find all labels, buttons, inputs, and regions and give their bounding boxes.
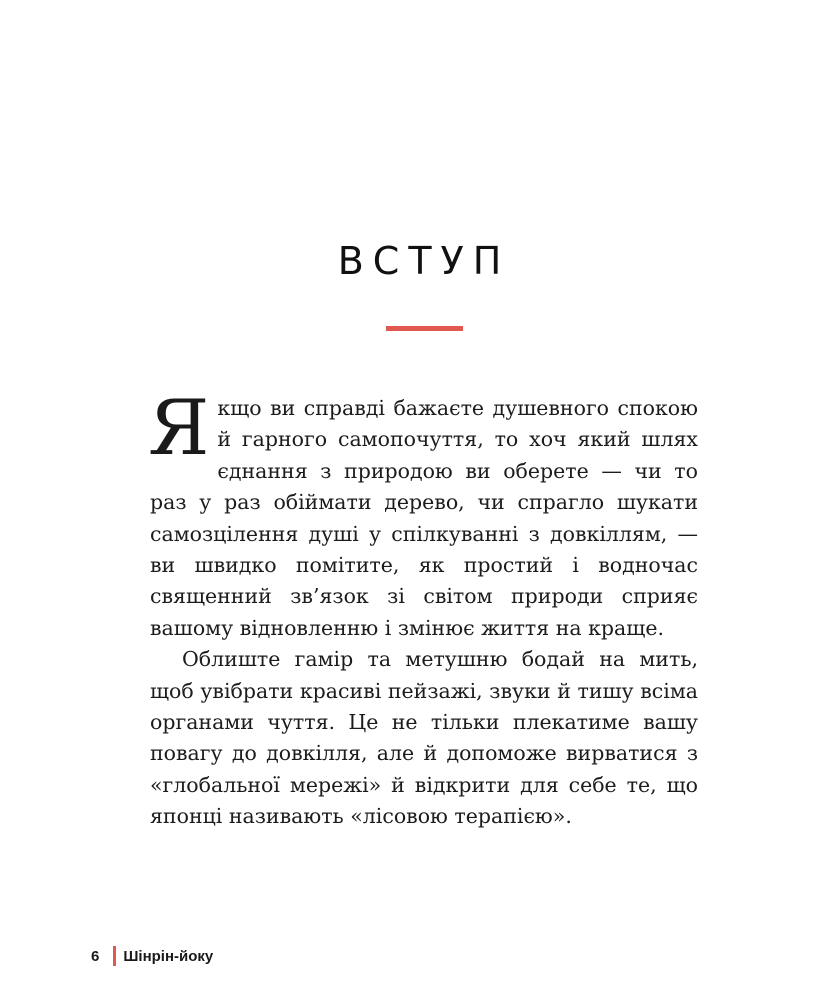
paragraph-2: Облиште гамір та метушню бодай на мить, щоб увібрати красиві пейзажі, звуки й тишу всіма органами чуття. Це не тільки плекатиме вашу повагу до довкілля, але й допоможе вирватися з «глобальної мережі» й відкрити для себе те, що японці називають «лісовою терапією». <box>150 647 698 829</box>
chapter-title: ВСТУП <box>337 239 511 284</box>
page-footer <box>91 945 213 967</box>
body-text <box>148 383 698 833</box>
drop-cap: Я <box>148 383 210 472</box>
footer-separator <box>113 946 116 966</box>
paragraph-1-text: кщо ви справді бажаєте душевного спокою й гарного самопочуття, то хоч який шлях єднання з природою ви оберете — чи то раз у раз обіймати дерево, чи спрагло шукати самозцілення душі у спілкуванні з довкіллям, — ви швидко помітите, як простий і водночас священний зв’язок зі світом природи сприяє вашому відновленню і змінює життя на краще. <box>150 396 698 640</box>
running-title: Шінрін-йоку <box>123 947 214 965</box>
paragraph-1 <box>148 383 698 644</box>
title-underline <box>386 326 463 331</box>
page-number: 6 <box>91 947 100 965</box>
